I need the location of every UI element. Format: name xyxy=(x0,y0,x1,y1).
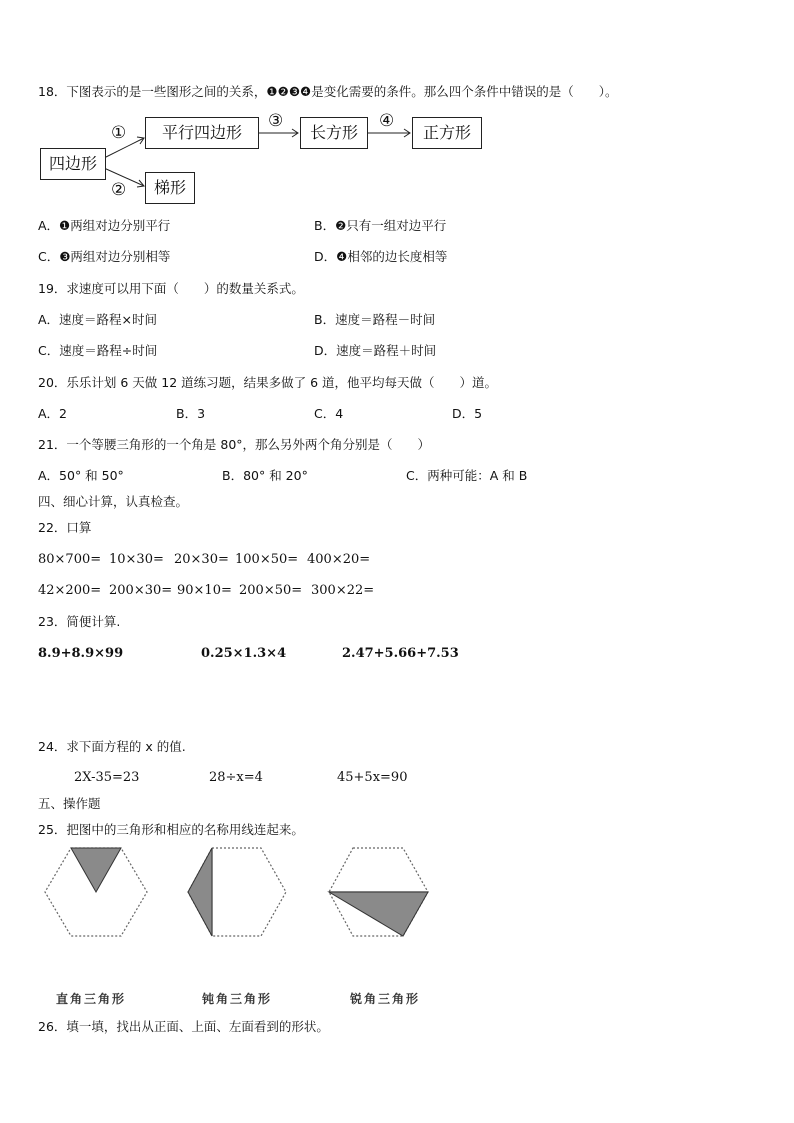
q22-r1-c1: 80×700= xyxy=(38,552,102,567)
q19-stem: 19．求速度可以用下面（ ）的数量关系式。 xyxy=(38,281,304,296)
rectangle-box: 长方形 xyxy=(300,117,368,149)
q19-option-c: C．速度＝路程÷时间 xyxy=(38,343,158,358)
q24-item-1: 2X-35=23 xyxy=(74,770,140,785)
q20-option-a: A．2 xyxy=(38,406,68,421)
q23-item-2: 0.25×1.3×4 xyxy=(201,646,287,661)
label-acute-triangle: 锐角三角形 xyxy=(350,992,421,1006)
q22-stem: 22．口算 xyxy=(38,520,92,535)
condition-3-label: ③ xyxy=(268,111,284,131)
section-5-heading: 五、操作题 xyxy=(38,796,101,811)
q20-option-d: D．5 xyxy=(452,406,483,421)
q21-option-c: C．两种可能：A 和 B xyxy=(406,468,528,483)
section-4-heading: 四、细心计算，认真检查。 xyxy=(38,494,189,509)
q18-option-c: C．❸两组对边分别相等 xyxy=(38,249,171,264)
condition-4-label: ④ xyxy=(379,111,395,131)
q20-option-b: B．3 xyxy=(176,406,206,421)
q23-item-3: 2.47+5.66+7.53 xyxy=(342,646,459,661)
q26-stem: 26．填一填，找出从正面、上面、左面看到的形状。 xyxy=(38,1019,329,1034)
q24-stem: 24．求下面方程的 x 的值. xyxy=(38,739,186,754)
q22-r2-c5: 300×22= xyxy=(311,583,375,598)
q18-option-d: D．❹相邻的边长度相等 xyxy=(314,249,448,264)
parallelogram-box: 平行四边形 xyxy=(145,117,259,149)
q21-stem: 21．一个等腰三角形的一个角是 80°，那么另外两个角分别是（ ） xyxy=(38,437,431,452)
q22-r2-c3: 90×10= xyxy=(177,583,232,598)
q24-item-2: 28÷x=4 xyxy=(209,770,263,785)
q25-stem: 25．把图中的三角形和相应的名称用线连起来。 xyxy=(38,822,304,837)
q22-r2-c2: 200×30= xyxy=(109,583,173,598)
q22-r1-c2: 10×30= xyxy=(109,552,164,567)
q22-r1-c4: 100×50= xyxy=(235,552,299,567)
triangle-3 xyxy=(329,892,428,936)
q20-option-c: C．4 xyxy=(314,406,344,421)
quadrilateral-box: 四边形 xyxy=(40,148,106,180)
q20-stem: 20．乐乐计划 6 天做 12 道练习题，结果多做了 6 道，他平均每天做（ ）道。 xyxy=(38,375,498,390)
label-right-triangle: 直角三角形 xyxy=(56,992,127,1006)
q19-option-b: B．速度＝路程－时间 xyxy=(314,312,436,327)
q19-option-d: D．速度＝路程＋时间 xyxy=(314,343,437,358)
q21-option-b: B．80° 和 20° xyxy=(222,468,308,483)
q19-option-a: A．速度＝路程×时间 xyxy=(38,312,158,327)
square-box: 正方形 xyxy=(412,117,482,149)
q24-item-3: 45+5x=90 xyxy=(337,770,408,785)
q21-option-a: A．50° 和 50° xyxy=(38,468,124,483)
q23-stem: 23．简便计算. xyxy=(38,614,121,629)
q18-stem: 18．下图表示的是一些图形之间的关系，❶❷❸❹是变化需要的条件。那么四个条件中错误的是（ ）。 xyxy=(38,84,618,99)
q23-item-1: 8.9+8.9×99 xyxy=(38,646,124,661)
condition-2-label: ② xyxy=(111,180,127,200)
q22-r1-c3: 20×30= xyxy=(174,552,229,567)
q18-option-b: B．❷只有一组对边平行 xyxy=(314,218,447,233)
q22-r2-c4: 200×50= xyxy=(239,583,303,598)
label-obtuse-triangle: 钝角三角形 xyxy=(202,992,273,1006)
q22-r1-c5: 400×20= xyxy=(307,552,371,567)
trapezoid-box: 梯形 xyxy=(145,172,195,204)
q18-option-a: A．❶两组对边分别平行 xyxy=(38,218,171,233)
condition-1-label: ① xyxy=(111,123,127,143)
q22-r2-c1: 42×200= xyxy=(38,583,102,598)
